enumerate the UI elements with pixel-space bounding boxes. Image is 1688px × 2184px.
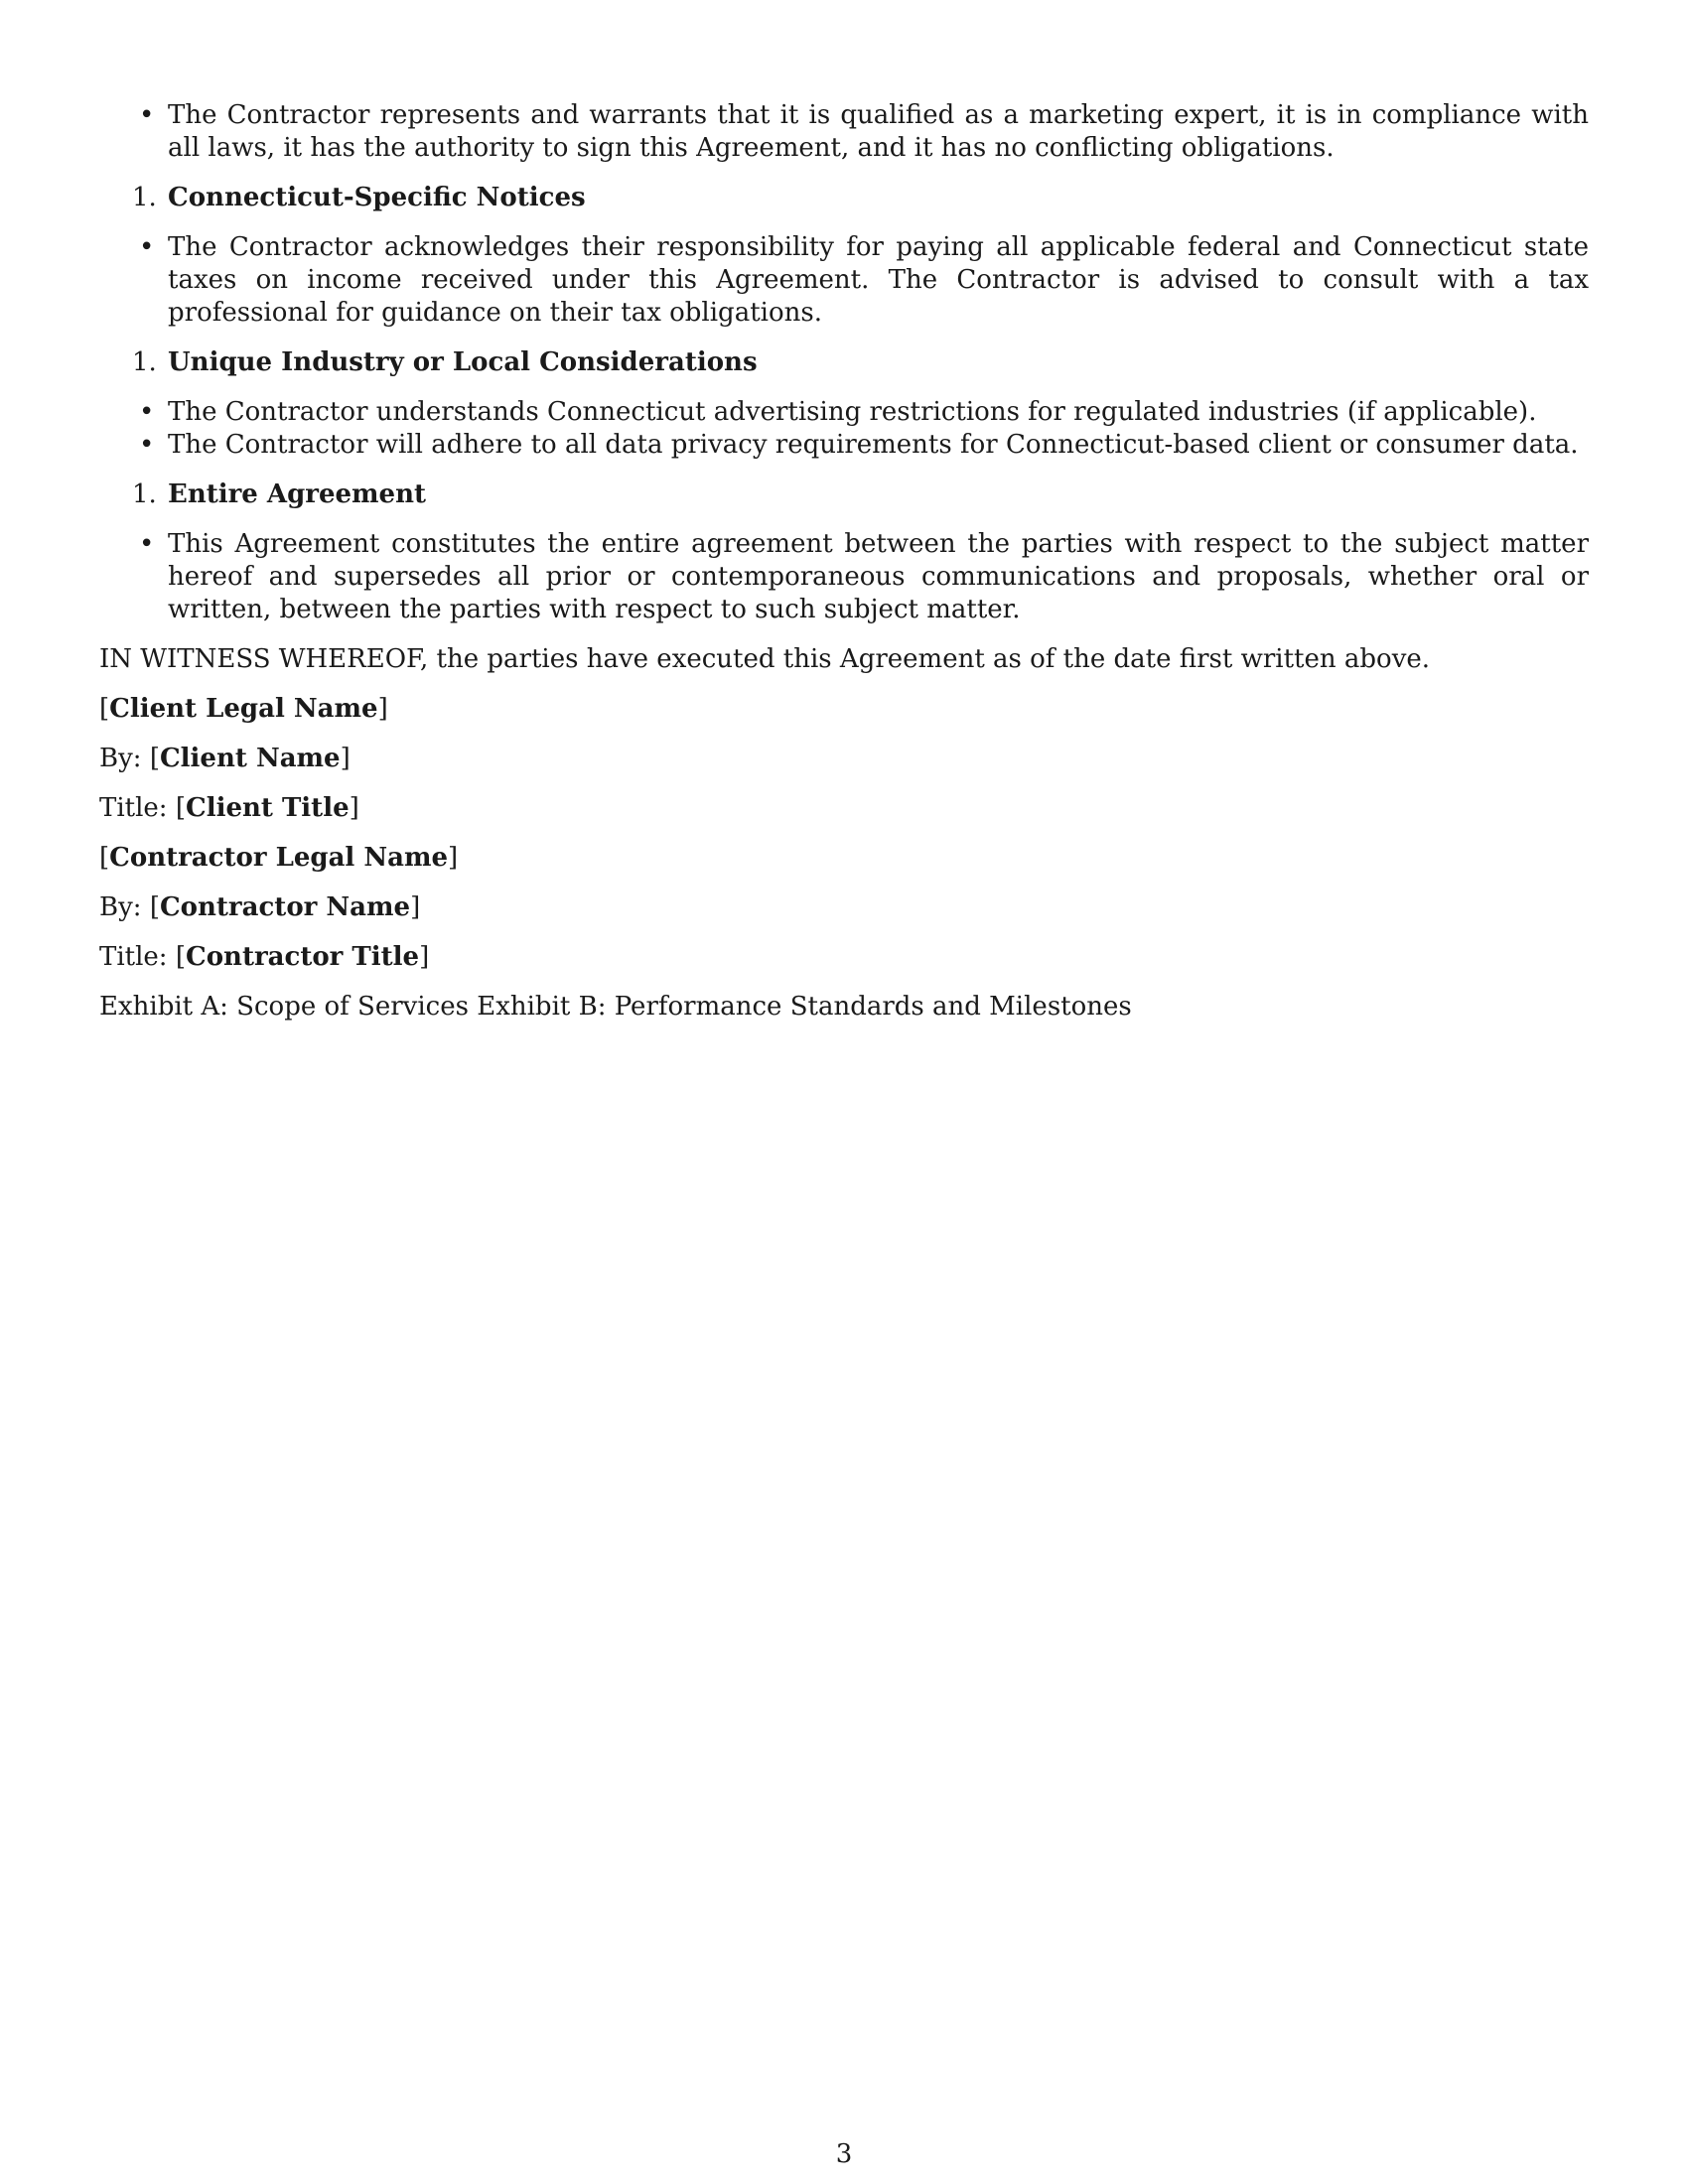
section-number: 1.	[132, 347, 157, 377]
list-item: • The Contractor represents and warrants that it is qualified as a marketing expert, it is in compliance with all laws, it has the authority to sign this Agreement, and it has no conflicting obligations.	[99, 99, 1589, 165]
section-title: Connecticut-Specific Notices	[168, 183, 586, 212]
client-legal-name-line: [Client Legal Name]	[99, 694, 388, 724]
section-number: 1.	[132, 479, 157, 509]
client-title: Client Title	[186, 793, 350, 823]
exhibits-line: Exhibit A: Scope of Services Exhibit B: Performance Standards and Milestones	[99, 992, 1132, 1022]
warranty-bullet-list	[99, 99, 1589, 165]
contractor-legal-name: Contractor Legal Name	[109, 843, 449, 873]
contractor-legal-name-line: [Contractor Legal Name]	[99, 843, 459, 873]
client-by-line: By: [Client Name]	[99, 744, 351, 773]
by-label: By:	[99, 744, 142, 773]
client-title-line: Title: [Client Title]	[99, 793, 359, 823]
section-number: 1.	[132, 183, 157, 212]
list-item: • The Contractor understands Connecticut advertising restrictions for regulated industries (if applicable).	[99, 396, 1589, 429]
entire-agreement-list	[99, 528, 1589, 626]
section-title: Unique Industry or Local Considerations	[168, 347, 758, 377]
list-item: • The Contractor acknowledges their responsibility for paying all applicable federal and Connecticut state taxes on income received under this Agreement. The Contractor is advised to consult with a tax professional for guidance on their tax obligations.	[99, 231, 1589, 330]
connecticut-notices-list	[99, 231, 1589, 330]
industry-considerations-list	[99, 396, 1589, 462]
list-item: • The Contractor will adhere to all data privacy requirements for Connecticut-based client or consumer data.	[99, 429, 1589, 462]
witness-statement: IN WITNESS WHEREOF, the parties have executed this Agreement as of the date first written above.	[99, 644, 1431, 674]
contractor-title: Contractor Title	[186, 942, 420, 972]
by-label: By:	[99, 892, 142, 922]
section-heading-industry-considerations	[99, 346, 1589, 379]
contractor-title-line: Title: [Contractor Title]	[99, 942, 430, 972]
list-item: • This Agreement constitutes the entire agreement between the parties with respect to the subject matter hereof and supersedes all prior or contemporaneous communications and proposals, whether oral or written, between the parties with respect to such subject matter.	[99, 528, 1589, 626]
page-number: 3	[835, 2139, 853, 2169]
title-label: Title:	[99, 942, 168, 972]
title-label: Title:	[99, 793, 168, 823]
section-title: Entire Agreement	[168, 479, 426, 509]
client-legal-name: Client Legal Name	[109, 694, 378, 724]
client-name: Client Name	[159, 744, 341, 773]
document-body	[99, 99, 1589, 1024]
contractor-name: Contractor Name	[159, 892, 411, 922]
section-heading-entire-agreement	[99, 478, 1589, 511]
section-heading-connecticut-notices	[99, 182, 1589, 214]
contractor-by-line: By: [Contractor Name]	[99, 892, 421, 922]
